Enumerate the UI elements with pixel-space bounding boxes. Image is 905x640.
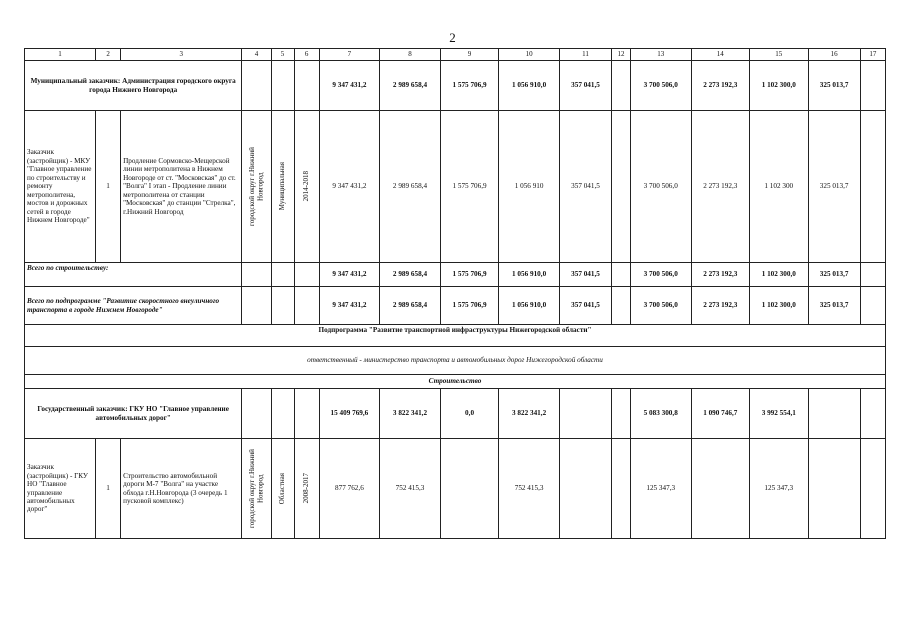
value-cell: 5 083 300,8 <box>630 389 691 439</box>
value-cell: 1 102 300,0 <box>750 263 809 287</box>
empty-cell <box>271 263 294 287</box>
gku-object-row <box>25 439 886 539</box>
value-cell: 2 273 192,3 <box>691 263 750 287</box>
column-number-row <box>25 49 886 61</box>
value-cell: 2 989 658,4 <box>380 111 441 263</box>
value-cell <box>808 389 860 439</box>
value-cell: 877 762,6 <box>319 439 380 539</box>
col-number: 7 <box>319 49 380 61</box>
total-subprogram-row <box>25 287 886 325</box>
col-number: 13 <box>630 49 691 61</box>
developer-cell: Заказчик (застройщик) - ГКУ НО "Главное управление автомобильных дорог" <box>25 439 96 539</box>
value-cell <box>612 439 631 539</box>
empty-cell <box>860 287 885 325</box>
period-text: 2014-2018 <box>302 171 311 202</box>
value-cell: 1 056 910,0 <box>499 61 560 111</box>
col-number: 10 <box>499 49 560 61</box>
value-cell: 9 347 431,2 <box>319 61 380 111</box>
value-cell: 9 347 431,2 <box>319 263 380 287</box>
period-cell <box>294 111 319 263</box>
empty-cell <box>242 263 271 287</box>
value-cell: 3 700 506,0 <box>630 263 691 287</box>
value-cell: 3 822 341,2 <box>380 389 441 439</box>
value-cell: 1 056 910,0 <box>499 287 560 325</box>
location-text: городской округ г.Нижний Новгород <box>248 147 265 226</box>
value-cell: 357 041,5 <box>559 61 611 111</box>
empty-cell <box>860 111 885 263</box>
value-cell <box>612 263 631 287</box>
empty-cell <box>271 61 294 111</box>
location-text: городской округ г.Нижний Новгород <box>248 449 265 528</box>
period-text: 2008-2017 <box>302 473 311 504</box>
empty-cell <box>242 389 271 439</box>
value-cell: 1 056 910,0 <box>499 263 560 287</box>
value-cell: 2 273 192,3 <box>691 61 750 111</box>
ownership-cell <box>271 111 294 263</box>
value-cell: 325 013,7 <box>808 111 860 263</box>
col-number: 4 <box>242 49 271 61</box>
object-number: 1 <box>96 439 121 539</box>
value-cell: 325 013,7 <box>808 287 860 325</box>
empty-cell <box>242 287 271 325</box>
col-number: 9 <box>440 49 499 61</box>
empty-cell <box>860 61 885 111</box>
value-cell: 1 575 706,9 <box>440 263 499 287</box>
empty-cell <box>271 389 294 439</box>
value-cell: 3 992 554,1 <box>750 389 809 439</box>
col-number: 1 <box>25 49 96 61</box>
value-cell <box>559 389 611 439</box>
total-subprogram-label: Всего по подпрограмме "Развитие скоростного внеуличного транспорта в городе Нижнем Новгороде" <box>25 287 242 325</box>
value-cell: 752 415,3 <box>499 439 560 539</box>
value-cell: 15 409 769,6 <box>319 389 380 439</box>
value-cell: 2 989 658,4 <box>380 263 441 287</box>
page-number: 2 <box>449 30 456 45</box>
value-cell: 357 041,5 <box>559 263 611 287</box>
value-cell: 3 700 506,0 <box>630 111 691 263</box>
value-cell: 325 013,7 <box>808 263 860 287</box>
total-construction-label: Всего по строительству: <box>25 263 242 287</box>
value-cell: 357 041,5 <box>559 111 611 263</box>
value-cell: 325 013,7 <box>808 61 860 111</box>
responsible-text: ответственный - министерство транспорта и автомобильных дорог Нижегородской области <box>25 347 886 375</box>
object-description: Строительство автомобильной дороги М-7 "Волга" на участке обхода г.Н.Новгорода (3 очередь 1 пусковой комплекс) <box>121 439 242 539</box>
value-cell <box>612 287 631 325</box>
empty-cell <box>294 389 319 439</box>
state-customer-label: Государственный заказчик: ГКУ НО "Главное управление автомобильных дорог" <box>25 389 242 439</box>
value-cell: 0,0 <box>440 389 499 439</box>
value-cell: 2 989 658,4 <box>380 287 441 325</box>
value-cell: 2 273 192,3 <box>691 287 750 325</box>
object-number: 1 <box>96 111 121 263</box>
col-number: 17 <box>860 49 885 61</box>
value-cell <box>612 111 631 263</box>
col-number: 6 <box>294 49 319 61</box>
value-cell: 125 347,3 <box>630 439 691 539</box>
value-cell: 9 347 431,2 <box>319 287 380 325</box>
empty-cell <box>860 439 885 539</box>
period-cell <box>294 439 319 539</box>
value-cell: 1 575 706,9 <box>440 111 499 263</box>
value-cell: 1 575 706,9 <box>440 287 499 325</box>
empty-cell <box>294 263 319 287</box>
state-customer-row <box>25 389 886 439</box>
empty-cell <box>271 287 294 325</box>
value-cell: 9 347 431,2 <box>319 111 380 263</box>
value-cell <box>691 439 750 539</box>
value-cell: 125 347,3 <box>750 439 809 539</box>
value-cell: 1 056 910 <box>499 111 560 263</box>
value-cell: 1 102 300 <box>750 111 809 263</box>
empty-cell <box>294 287 319 325</box>
ownership-cell <box>271 439 294 539</box>
col-number: 12 <box>612 49 631 61</box>
col-number: 11 <box>559 49 611 61</box>
col-number: 3 <box>121 49 242 61</box>
col-number: 15 <box>750 49 809 61</box>
value-cell: 752 415,3 <box>380 439 441 539</box>
subprogram-title: Подпрограмма "Развитие транспортной инфраструктуры Нижегородской области" <box>25 325 886 347</box>
col-number: 8 <box>380 49 441 61</box>
empty-cell <box>242 61 271 111</box>
section-construction-row <box>25 375 886 389</box>
budget-table <box>24 48 886 539</box>
municipal-customer-label: Муниципальный заказчик: Администрация городского округа города Нижнего Новгорода <box>25 61 242 111</box>
value-cell: 2 273 192,3 <box>691 111 750 263</box>
col-number: 2 <box>96 49 121 61</box>
col-number: 16 <box>808 49 860 61</box>
total-construction-row <box>25 263 886 287</box>
col-number: 5 <box>271 49 294 61</box>
value-cell: 1 090 746,7 <box>691 389 750 439</box>
location-cell <box>242 439 271 539</box>
value-cell: 3 700 506,0 <box>630 61 691 111</box>
object-description: Продление Сормовско-Мещерской линии метрополитена в Нижнем Новгороде от ст. "Московская" до ст. "Волга" I этап - Продление линии метрополитена от станции "Московская" до станции "Стрелка", г.Нижний Новгород <box>121 111 242 263</box>
location-cell <box>242 111 271 263</box>
section-construction-label: Строительство <box>25 375 886 389</box>
value-cell: 1 575 706,9 <box>440 61 499 111</box>
mku-object-row <box>25 111 886 263</box>
value-cell <box>559 439 611 539</box>
ownership-text: Областная <box>278 472 287 505</box>
value-cell <box>440 439 499 539</box>
value-cell: 1 102 300,0 <box>750 287 809 325</box>
value-cell <box>808 439 860 539</box>
col-number: 14 <box>691 49 750 61</box>
empty-cell <box>860 389 885 439</box>
developer-cell: Заказчик (застройщик) - МКУ "Главное управление по строительству и ремонту метрополитена, мостов и дорожных сетей в городе Нижнем Новгороде" <box>25 111 96 263</box>
value-cell: 2 989 658,4 <box>380 61 441 111</box>
ownership-text: Муниципальная <box>278 162 287 211</box>
value-cell: 357 041,5 <box>559 287 611 325</box>
empty-cell <box>860 263 885 287</box>
value-cell: 1 102 300,0 <box>750 61 809 111</box>
empty-cell <box>294 61 319 111</box>
municipal-customer-row <box>25 61 886 111</box>
value-cell: 3 700 506,0 <box>630 287 691 325</box>
value-cell: 3 822 341,2 <box>499 389 560 439</box>
value-cell <box>612 61 631 111</box>
value-cell <box>612 389 631 439</box>
responsible-row <box>25 347 886 375</box>
subprogram-title-row <box>25 325 886 347</box>
